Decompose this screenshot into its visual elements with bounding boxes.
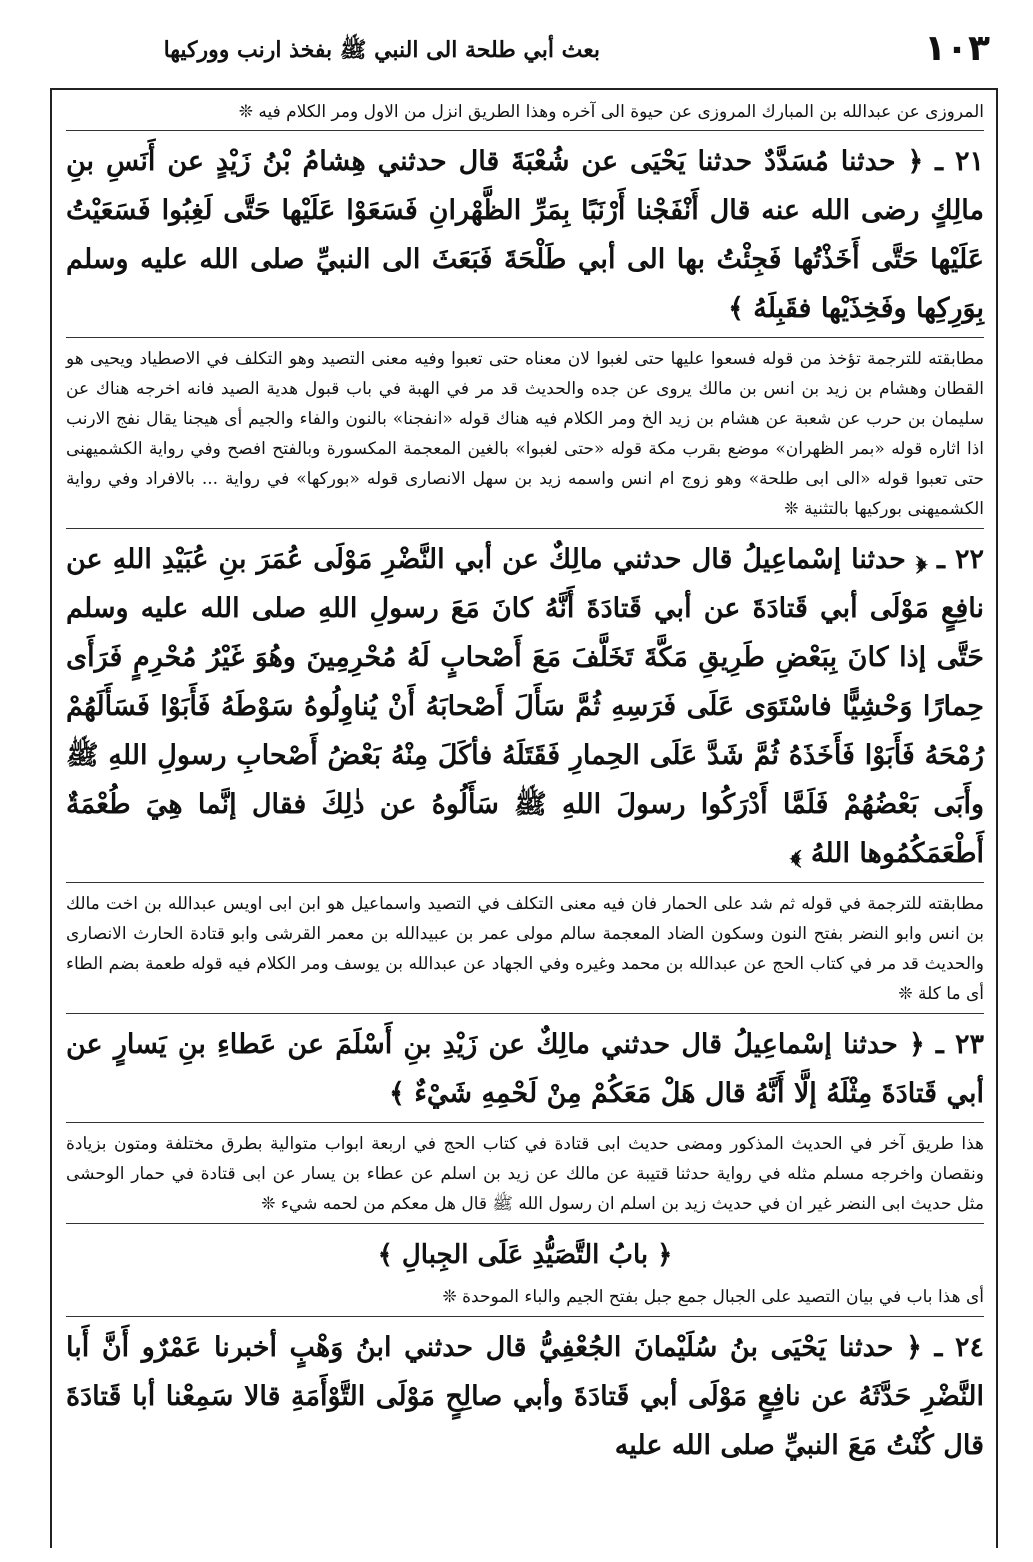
commentary-21: مطابقته للترجمة تؤخذ من قوله فسعوا عليها حتى لغبوا لان معناه حتى تعبوا وفيه معنى التصيد وهو التكلف في الاصطياد ويحيى هو القطان وهشام بن زيد بن انس بن مالك يروى عن جده والحديث قد مر في الهبة في باب قبول هدية الصيد فانه اخرجه هناك عن سليمان بن حرب عن شعبة عن هشام بن زيد الخ ومر الكلام فيه هناك قوله «انفجنا» بالنون والفاء والجيم أى هيجنا يقال نفج الارنب اذا اثاره قوله «بمر الظهران» موضع بقرب مكة قوله «حتى لغبوا» بالغين المعجمة المكسورة وبالفتح افصح وفي رواية الكشميهنى حتى تعبوا قوله «الى ابى طلحة» وهو زوج ام انس واسمه زيد بن سهل الانصارى قوله «بوركها» في رواية ... بالافراد وفي رواية الكشميهنى بوركيها بالتثنية ❊ bbox=[66, 349, 984, 519]
divider bbox=[66, 1223, 984, 1224]
commentary-23: هذا طريق آخر في الحديث المذكور ومضى حديث ابى قتادة في كتاب الحج في اربعة ابواب متوالية بطرق مختلفة ومتون بزيادة ونقصان واخرجه مسلم مثله في رواية حدثنا قتيبة عن مالك عن زيد بن اسلم عن عطاء بن يسار عن ابى قتادة في حمار الوحشى مثل حديث ابى النضر غير ان في حديث زيد بن اسلم ان رسول الله ﷺ قال هل معكم من لحمه شيء ❊ bbox=[66, 1134, 984, 1214]
hadith-23: ٢٣ ـ ﴿ حدثنا إسْماعِيلُ قال حدثني مالِكٌ عن زَيْدِ بنِ أَسْلَمَ عن عَطاءِ بنِ يَسارٍ عن أبي قَتادَةَ مِثْلَهُ إلَّا أَنَّهُ قال هَلْ مَعَكُمْ مِنْ لَحْمِهِ شَيْءٌ ﴾ bbox=[66, 1029, 984, 1109]
commentary-22: مطابقته للترجمة في قوله ثم شد على الحمار فان فيه معنى التكلف في التصيد واسماعيل هو ابن ابى اويس عبدالله بن اخت مالك بن انس وابو النضر بفتح النون وسكون الضاد المعجمة سالم مولى عمر بن عبيدالله بن معمر القرشى وابو قتادة الحارث الانصارى والحديث قد مر في كتاب الحج عن عبدالله بن محمد وغيره وفي الجهاد عن عبدالله بن يوسف ومر الكلام فيه قوله طعمة بضم الطاء أى ما كلة ❊ bbox=[66, 894, 984, 1004]
divider bbox=[66, 130, 984, 131]
chapter-gloss: أى هذا باب في بيان التصيد على الجبال جمع جبل بفتح الجيم والباء الموحدة ❊ bbox=[442, 1287, 984, 1307]
hadith-21: ٢١ ـ ﴿ حدثنا مُسَدَّدٌ حدثنا يَحْيَى عن شُعْبَةَ قال حدثني هِشامُ بْنُ زَيْدٍ عن أَنَسِ بنِ مالِكٍ رضى الله عنه قال أَنْفَجْنا أَرْنَبًا بِمَرِّ الظَّهْرانِ فَسَعَوْا عَلَيْها حَتَّى لَغِبُوا فَسَعَيْتُ عَلَيْها حَتَّى أَخَذْتُها فَجِئْتُ بها الى أبي طَلْحَةَ فَبَعَثَ الى النبيِّ صلى الله عليه وسلم بِوَرِكِها وفَخِذَيْها فقَبِلَهُ ﴾ bbox=[66, 146, 984, 324]
divider bbox=[66, 337, 984, 338]
hadith-22: ٢٢ ـ ﴿ حدثنا إسْماعِيلُ قال حدثني مالِكٌ عن أبي النَّضْرِ مَوْلَى عُمَرَ بنِ عُبَيْدِ اللهِ عن نافِعٍ مَوْلَى أبي قَتادَةَ عن أبي قَتادَةَ أَنَّهُ كانَ مَعَ رسولِ اللهِ صلى الله عليه وسلم حَتَّى إذا كانَ بِبَعْضِ طَرِيقِ مَكَّةَ تَخَلَّفَ مَعَ أَصْحابٍ لَهُ مُحْرِمِينَ وهُوَ غَيْرُ مُحْرِمٍ فَرَأَى حِمارًا وَحْشِيًّا فاسْتَوَى عَلَى فَرَسِهِ ثُمَّ سَأَلَ أَصْحابَهُ أَنْ يُناوِلُوهُ سَوْطَهُ فَأَبَوْا فَسَأَلَهُمْ رُمْحَهُ فَأَبَوْا فَأَخَذَهُ ثُمَّ شَدَّ عَلَى الحِمارِ فَقَتَلَهُ فأكَلَ مِنْهُ بَعْضُ أَصْحابِ رسولِ اللهِ ﷺ وأَبَى بَعْضُهُمْ فَلَمَّا أَدْرَكُوا رسولَ اللهِ ﷺ سَأَلُوهُ عن ذٰلِكَ فقال إنَّما هِيَ طُعْمَةٌ أَطْعَمَكُمُوها اللهُ ﴾ bbox=[66, 544, 984, 869]
text-frame bbox=[50, 88, 998, 1548]
chapter-heading: ﴿ بابُ التَّصَيُّدِ عَلَى الجِبالِ ﴾ bbox=[377, 1240, 673, 1270]
page-number: ١٠٣ bbox=[924, 28, 990, 69]
divider bbox=[66, 1316, 984, 1317]
page-header bbox=[60, 22, 990, 78]
running-title: بعث أبي طلحة الى النبي ﷺ بفخذ ارنب وورکيها bbox=[163, 37, 600, 63]
divider bbox=[66, 528, 984, 529]
hadith-24: ٢٤ ـ ﴿ حدثنا يَحْيَى بنُ سُلَيْمانَ الجُعْفِيُّ قال حدثني ابنُ وَهْبٍ أخبرنا عَمْرٌو أَنَّ أَبا النَّضْرِ حَدَّثَهُ عن نافِعٍ مَوْلَى أبي قَتادَةَ وأبي صالِحٍ مَوْلَى التَّوْأَمَةِ قالا سَمِعْنا أبا قَتادَةَ قال كُنْتُ مَعَ النبيِّ صلى الله عليه bbox=[66, 1332, 984, 1461]
page-body bbox=[66, 98, 984, 1548]
divider bbox=[66, 1122, 984, 1123]
carryover-note: المروزى عن عبدالله بن المبارك المروزى عن حيوة الى آخره وهذا الطريق انزل من الاول ومر الكلام فيه ❊ bbox=[238, 102, 984, 122]
divider bbox=[66, 1013, 984, 1014]
divider bbox=[66, 882, 984, 883]
